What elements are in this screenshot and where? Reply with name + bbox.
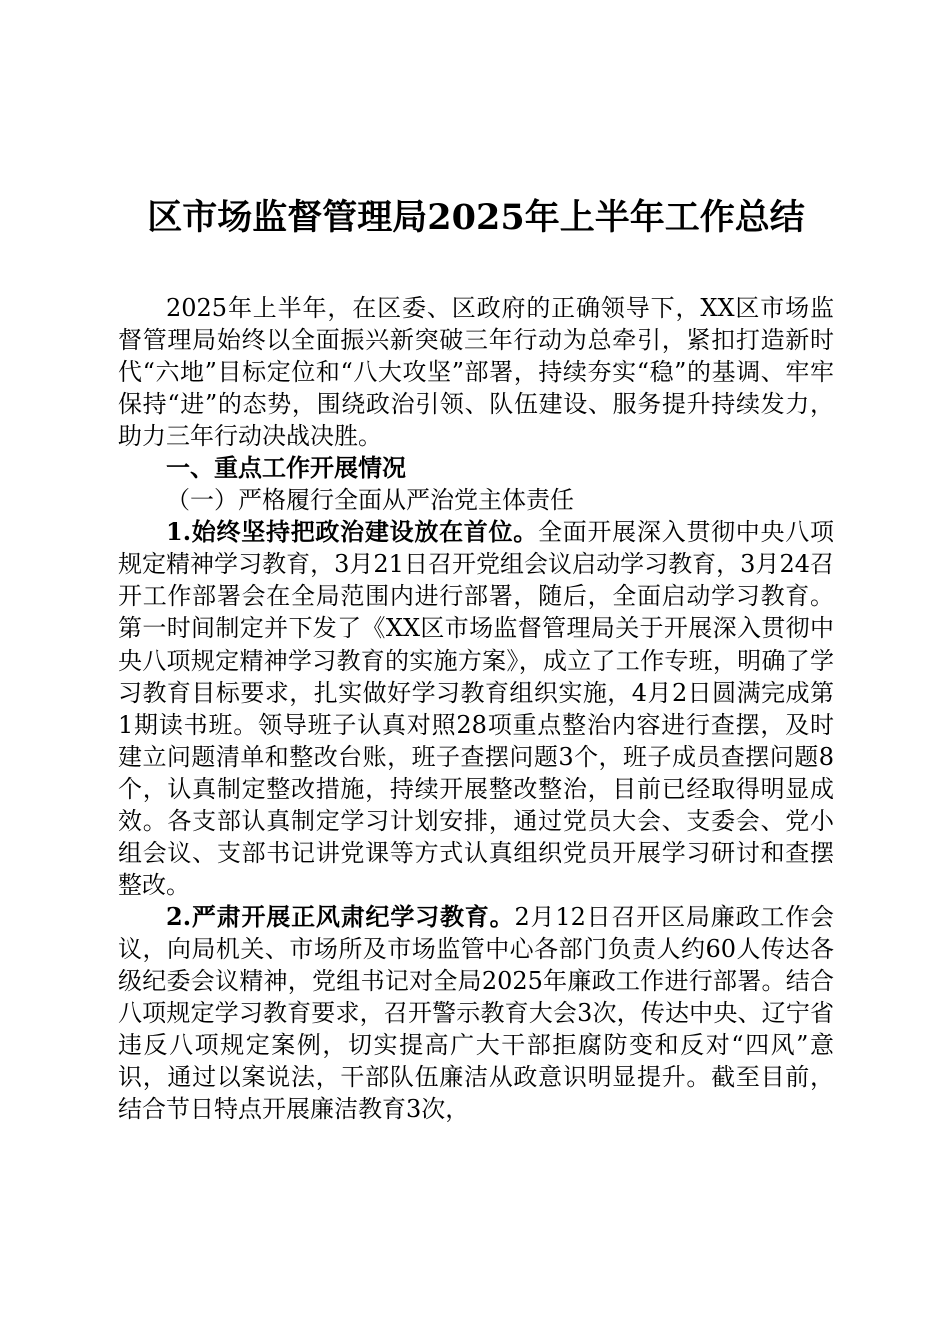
item-paragraph-1: [118, 516, 834, 901]
document-title: 区市场监督管理局2025年上半年工作总结: [147, 197, 805, 238]
item-lead-1: 1.始终坚持把政治建设放在首位。: [166, 517, 538, 547]
document-body: [118, 292, 834, 1125]
item-lead-2: 2.严肃开展正风肃纪学习教育。: [166, 901, 515, 931]
item-body-1: 全面开展深入贯彻中央八项规定精神学习教育，3月21日召开党组会议启动学习教育，3月24召开工作部署会在全局范围内进行部署，随后，全面启动学习教育。第一时间制定并下发了《XX区市场监督管理局关于开展深入贯彻中央八项规定精神学习教育的实施方案》，成立了工作专班，明确了学习教育目标要求，扎实做好学习教育组织实施，4月2日圆满完成第1期读书班。领导班子认真对照28项重点整治内容进行查摆，及时建立问题清单和整改台账，班子查摆问题3个，班子成员查摆问题8个，认真制定整改措施，持续开展整改整治，目前已经取得明显成效。各支部认真制定学习计划安排，通过党员大会、支委会、党小组会议、支部书记讲党课等方式认真组织党员开展学习研讨和查摆整改。: [118, 518, 834, 899]
item-paragraph-2: [118, 901, 834, 1125]
intro-paragraph: 2025年上半年，在区委、区政府的正确领导下，XX区市场监督管理局始终以全面振兴新突破三年行动为总牵引，紧扣打造新时代“六地”目标定位和“八大攻坚”部署，持续夯实“稳”的基调、牢牢保持“进”的态势，围绕政治引领、队伍建设、服务提升持续发力，助力三年行动决战决胜。: [118, 294, 834, 451]
subsection-heading: （一）严格履行全面从严治党主体责任: [166, 486, 574, 515]
section-heading: 一、重点工作开展情况: [166, 453, 406, 483]
item-body-2: 2月12日召开区局廉政工作会议，向局机关、市场所及市场监管中心各部门负责人约60人传达各级纪委会议精神，党组书记对全局2025年廉政工作进行部署。结合八项规定学习教育要求，召开警示教育大会3次，传达中央、辽宁省违反八项规定案例，切实提高广大干部拒腐防变和反对“四风”意识，通过以案说法，干部队伍廉洁从政意识明显提升。截至目前，结合节日特点开展廉洁教育3次，: [118, 902, 834, 1124]
